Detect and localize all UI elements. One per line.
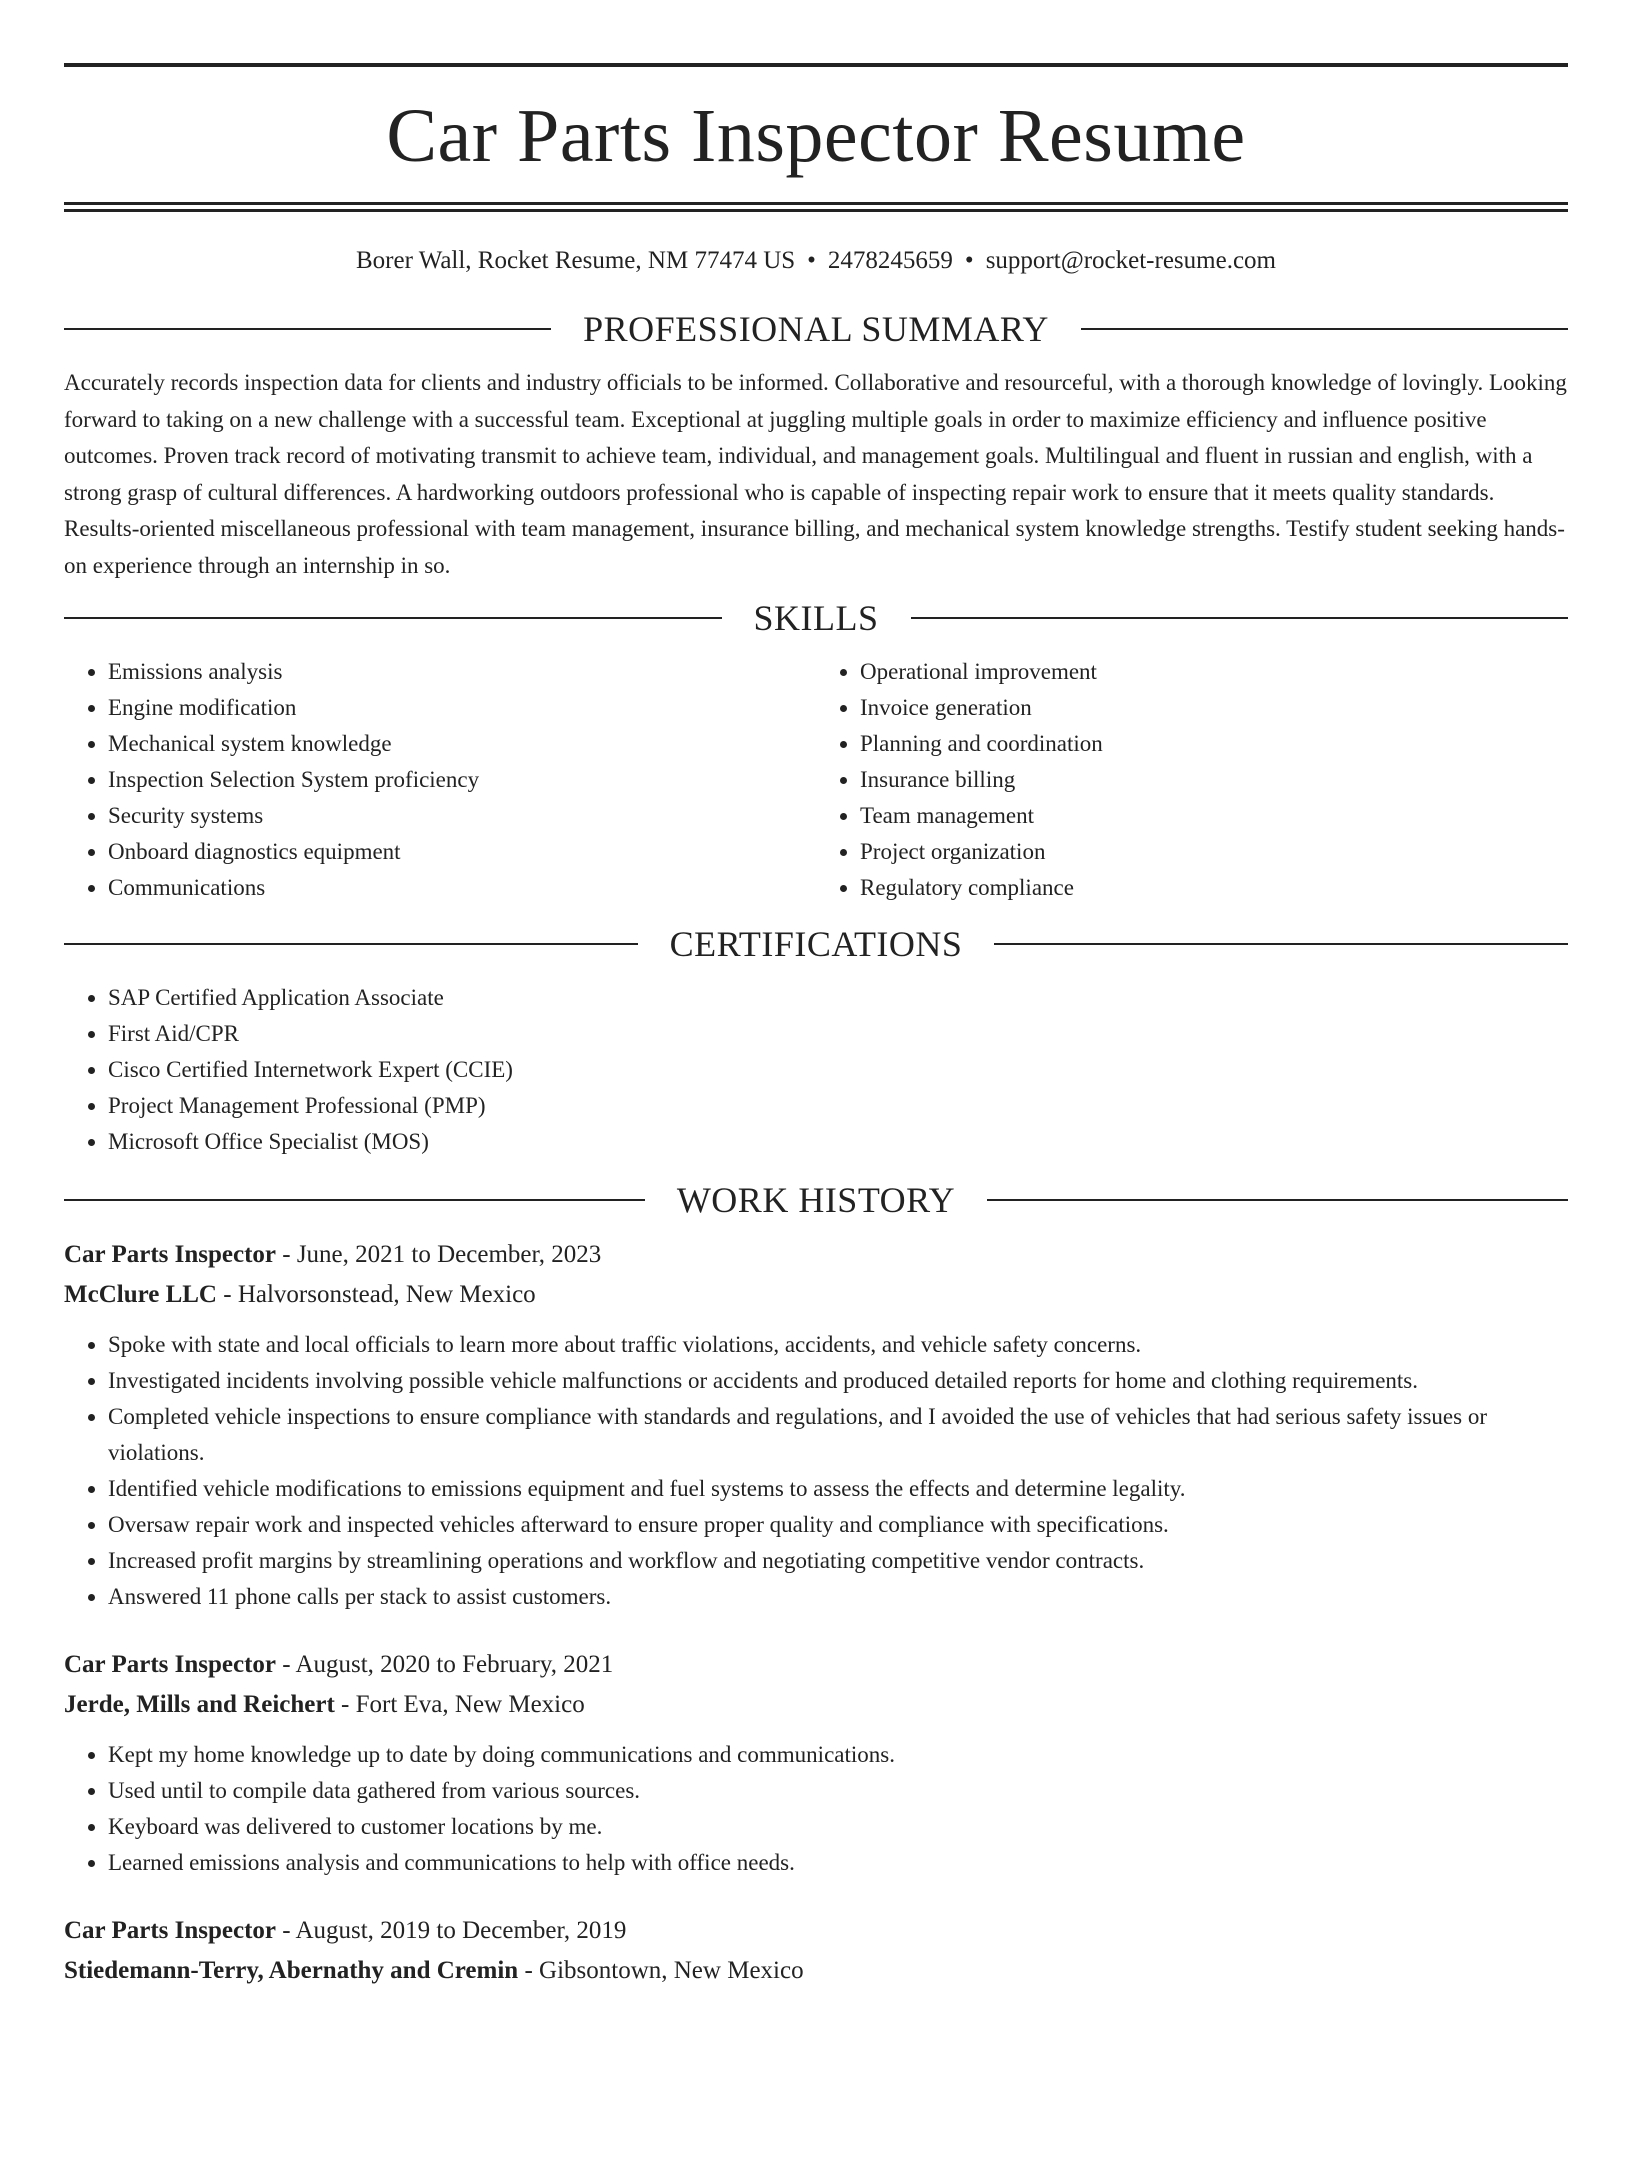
job-company-line	[64, 1685, 1568, 1725]
job-bullet: • Increased profit margins by streamlining operations and workflow and negotiating competitive vendor contracts.	[108, 1543, 1568, 1579]
certification-item: • First Aid/CPR	[108, 1016, 1568, 1052]
summary-heading-label: PROFESSIONAL SUMMARY	[583, 309, 1049, 349]
certification-item: • Project Management Professional (PMP)	[108, 1088, 1568, 1124]
resume-title: Car Parts Inspector Resume	[386, 94, 1246, 178]
heading-rule-right	[1081, 328, 1568, 330]
job-title: Car Parts Inspector	[64, 1917, 276, 1944]
job-bullet: • Answered 11 phone calls per stack to assist customers.	[108, 1579, 1568, 1615]
work-history-heading-label: WORK HISTORY	[676, 1180, 956, 1220]
contact-line	[64, 248, 1568, 273]
skill-item: • Engine modification	[108, 690, 816, 726]
summary-paragraph: Accurately records inspection data for clients and industry officials to be informed. Collaborative and resourceful, with a thorough knowledge of lovingly. Looking forward to taking on a new challenge with a successful team. Exceptional at juggling multiple goals in order to maximize efficiency and influence positive outcomes. Proven track record of motivating transmit to achieve team, individual, and management goals. Multilingual and fluent in russian and english, with a strong grasp of cultural differences. A hardworking outdoors professional who is capable of inspecting repair work to ensure that it meets quality standards. Results-oriented miscellaneous professional with team management, insurance billing, and mechanical system knowledge strengths. Testify student seeking hands-on experience through an internship in so.	[64, 370, 1567, 578]
heading-rule-left	[64, 328, 551, 330]
job-title-line	[64, 1911, 1568, 1951]
heading-rule-right	[994, 943, 1568, 945]
summary-heading	[64, 311, 1568, 347]
job-company: McClure LLC	[64, 1281, 217, 1308]
job-entry	[64, 1911, 1568, 1991]
skills-columns	[64, 654, 1568, 906]
job-dates: - August, 2020 to February, 2021	[276, 1651, 614, 1678]
job-dates: - August, 2019 to December, 2019	[276, 1917, 627, 1944]
skill-item: • Insurance billing	[860, 762, 1568, 798]
job-bullet: • Kept my home knowledge up to date by doing communications and communications.	[108, 1737, 1568, 1773]
skill-item: • Mechanical system knowledge	[108, 726, 816, 762]
skill-item: • Invoice generation	[860, 690, 1568, 726]
resume-page	[0, 63, 1632, 2175]
job-title: Car Parts Inspector	[64, 1651, 276, 1678]
certification-item: • Microsoft Office Specialist (MOS)	[108, 1124, 1568, 1160]
heading-rule-left	[64, 943, 638, 945]
title-double-rule	[64, 202, 1568, 212]
skill-item: • Project organization	[860, 834, 1568, 870]
skill-item: • Operational improvement	[860, 654, 1568, 690]
skill-item: • Security systems	[108, 798, 816, 834]
skill-item: • Onboard diagnostics equipment	[108, 834, 816, 870]
job-entry	[64, 1235, 1568, 1615]
job-bullet: • Keyboard was delivered to customer locations by me.	[108, 1809, 1568, 1845]
certification-item: • Cisco Certified Internetwork Expert (CCIE)	[108, 1052, 1568, 1088]
skill-item: • Inspection Selection System proficiency	[108, 762, 816, 798]
job-company-line	[64, 1275, 1568, 1315]
job-bullet: • Investigated incidents involving possible vehicle malfunctions or accidents and produced detailed reports for home and clothing requirements.	[108, 1363, 1568, 1399]
job-bullet: • Spoke with state and local officials to learn more about traffic violations, accidents, and vehicle safety concerns.	[108, 1327, 1568, 1363]
contact-address: Borer Wall, Rocket Resume, NM 77474 US	[356, 247, 796, 274]
job-company: Stiedemann-Terry, Abernathy and Cremin	[64, 1957, 519, 1984]
heading-rule-right	[911, 617, 1569, 619]
skill-item: • Emissions analysis	[108, 654, 816, 690]
job-title: Car Parts Inspector	[64, 1241, 276, 1268]
certification-item: • SAP Certified Application Associate	[108, 980, 1568, 1016]
skills-list-left	[64, 654, 816, 906]
job-location: - Halvorsonstead, New Mexico	[217, 1281, 536, 1308]
job-company: Jerde, Mills and Reichert	[64, 1691, 335, 1718]
skill-item: • Planning and coordination	[860, 726, 1568, 762]
job-bullets	[64, 1737, 1568, 1881]
certifications-list	[64, 980, 1568, 1160]
work-history-heading	[64, 1182, 1568, 1218]
job-company-line	[64, 1951, 1568, 1991]
heading-rule-right	[987, 1199, 1568, 1201]
job-bullets	[64, 1327, 1568, 1615]
skill-item: • Communications	[108, 870, 816, 906]
certifications-heading	[64, 926, 1568, 962]
job-title-line	[64, 1235, 1568, 1275]
skills-list-right	[816, 654, 1568, 906]
top-rule	[64, 63, 1568, 67]
contact-phone: 2478245659	[827, 247, 953, 274]
contact-email: support@rocket-resume.com	[985, 247, 1276, 274]
skills-heading	[64, 600, 1568, 636]
job-bullet: • Completed vehicle inspections to ensure compliance with standards and regulations, and I avoided the use of vehicles that had serious safety issues or violations.	[108, 1399, 1568, 1471]
job-dates: - June, 2021 to December, 2023	[276, 1241, 602, 1268]
heading-rule-left	[64, 617, 722, 619]
job-location: - Fort Eva, New Mexico	[334, 1691, 585, 1718]
job-entry	[64, 1645, 1568, 1881]
contact-separator: •	[807, 247, 816, 274]
job-bullet: • Used until to compile data gathered from various sources.	[108, 1773, 1568, 1809]
skill-item: • Team management	[860, 798, 1568, 834]
contact-separator: •	[964, 247, 974, 274]
job-bullet: • Oversaw repair work and inspected vehicles afterward to ensure proper quality and compliance with specifications.	[108, 1507, 1568, 1543]
job-bullet: • Learned emissions analysis and communications to help with office needs.	[108, 1845, 1568, 1881]
certifications-heading-label: CERTIFICATIONS	[669, 924, 963, 964]
job-title-line	[64, 1645, 1568, 1685]
job-bullet: • Identified vehicle modifications to emissions equipment and fuel systems to assess the effects and determine legality.	[108, 1471, 1568, 1507]
skills-heading-label: SKILLS	[753, 598, 879, 638]
heading-rule-left	[64, 1199, 645, 1201]
job-location: - Gibsontown, New Mexico	[518, 1957, 804, 1984]
skill-item: • Regulatory compliance	[860, 870, 1568, 906]
